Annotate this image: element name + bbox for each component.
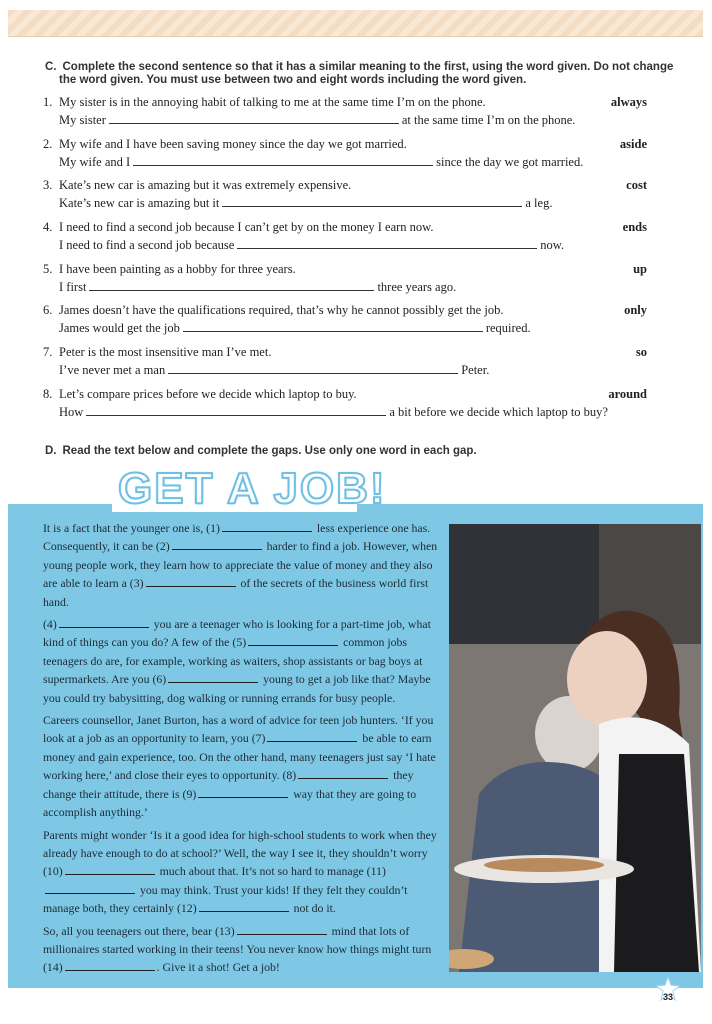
- answer-gap[interactable]: [133, 154, 433, 166]
- section-c-instruction: C. Complete the second sentence so that it has a similar meaning to the first, using the word given. Do not change the word given. You must use between two and eight words including the word given.: [45, 61, 674, 86]
- answer-gap[interactable]: [86, 404, 386, 416]
- keyword: cost: [626, 178, 647, 193]
- answer-gap[interactable]: [183, 320, 483, 332]
- gap-14[interactable]: [65, 959, 155, 971]
- paragraph: So, all you teenagers out there, bear (13) mind that lots of millionaires started working in their teens! You never know how things might turn (14) . Give it a shot! Get a job!: [43, 923, 432, 975]
- keyword: always: [610, 95, 647, 109]
- gap-8[interactable]: [298, 767, 388, 779]
- gap-2[interactable]: [172, 538, 262, 550]
- answer-gap[interactable]: [222, 195, 522, 207]
- answer-gap[interactable]: [237, 237, 537, 249]
- paragraph: Careers counsellor, Janet Burton, has a word of advice for teen job hunters. ‘If you look at a job as an opportunity to learn, you (7) be able to earn money and gain experience, too. On the other hand, many teenagers just say ‘I hate working here,’ and close their eyes to opportunity. (8) they change their attitude, there is (9) way that they are going to accomplish anything.’: [43, 713, 436, 820]
- gap-7[interactable]: [267, 730, 357, 742]
- gap-3[interactable]: [146, 575, 236, 587]
- gap-10[interactable]: [65, 863, 155, 875]
- paragraph: (4) you are a teenager who is looking for a part-time job, what kind of things can you do? A few of the (5) common jobs teenagers do are, for example, working as waiters, shop assistants or bag boys at supermarkets. Are you (6) young to get a job like that? Maybe you could try babysitting, dog walking or running errands for busy people.: [43, 617, 431, 705]
- exercise-item: 6. James doesn’t have the qualifications required, that’s why he cannot possibly get the job. only James would get the job required.: [43, 303, 647, 336]
- exercise-item: 8. Let’s compare prices before we decide which laptop to buy. around How a bit before we decide which laptop to buy?: [43, 386, 647, 419]
- gap-4[interactable]: [59, 616, 149, 628]
- gap-6[interactable]: [168, 671, 258, 683]
- exercise-item: 2. My wife and I have been saving money since the day we got married. aside My wife and I since the day we got married.: [43, 136, 647, 169]
- section-d-instruction: D. Read the text below and complete the gaps. Use only one word in each gap.: [45, 445, 477, 457]
- exercise-item: 5. I have been painting as a hobby for three years. up I first three years ago.: [43, 261, 647, 294]
- gap-11[interactable]: [45, 882, 135, 894]
- photo-illustration: [449, 524, 701, 972]
- waitress-photo: [449, 524, 701, 972]
- exercise-item: 1. My sister is in the annoying habit of talking to me at the same time I’m on the phone. always My sister at the same time I’m on the phone.: [43, 95, 647, 127]
- keyword: up: [633, 261, 647, 276]
- answer-gap[interactable]: [89, 279, 374, 291]
- keyword: so: [635, 345, 647, 360]
- exercise-item: 4. I need to find a second job because I can’t get by on the money I earn now. ends I need to find a second job because now.: [43, 220, 647, 253]
- gap-13[interactable]: [237, 923, 327, 935]
- page-number: 33: [655, 976, 681, 1002]
- gap-12[interactable]: [199, 900, 289, 912]
- gap-9[interactable]: [198, 786, 288, 798]
- answer-gap[interactable]: [109, 112, 399, 124]
- exercise-c-list: [43, 95, 653, 429]
- gap-1[interactable]: [222, 520, 312, 532]
- keyword: aside: [619, 136, 647, 151]
- keyword: around: [608, 386, 647, 401]
- paragraph: Parents might wonder ‘Is it a good idea for high-school students to work when they already have enough to do at school?’ Well, the way I see it, they shouldn’t worry (10) much about that. It’s not so hard to manage (11) you may think. Trust your kids! If they felt they couldn’t manage both, they certainly (12) not do it.: [43, 827, 437, 916]
- keyword: only: [624, 303, 647, 318]
- article-text: [43, 519, 443, 981]
- answer-gap[interactable]: [168, 362, 458, 374]
- gap-5[interactable]: [248, 634, 338, 646]
- exercise-item: 3. Kate’s new car is amazing but it was extremely expensive. cost Kate’s new car is amazing but it a leg.: [43, 178, 647, 211]
- paragraph: It is a fact that the younger one is, (1) less experience one has. Consequently, it can be (2) harder to find a job. However, when young people work, they learn how to appreciate the value of money and they also are able to learn a (3) of the secrets of the business world first hand.: [43, 521, 438, 609]
- keyword: ends: [622, 220, 647, 235]
- exercise-item: 7. Peter is the most insensitive man I’ve met. so I’ve never met a man Peter.: [43, 345, 647, 378]
- article-title: GET A JOB!: [118, 464, 387, 513]
- decorative-header-band: [8, 10, 703, 37]
